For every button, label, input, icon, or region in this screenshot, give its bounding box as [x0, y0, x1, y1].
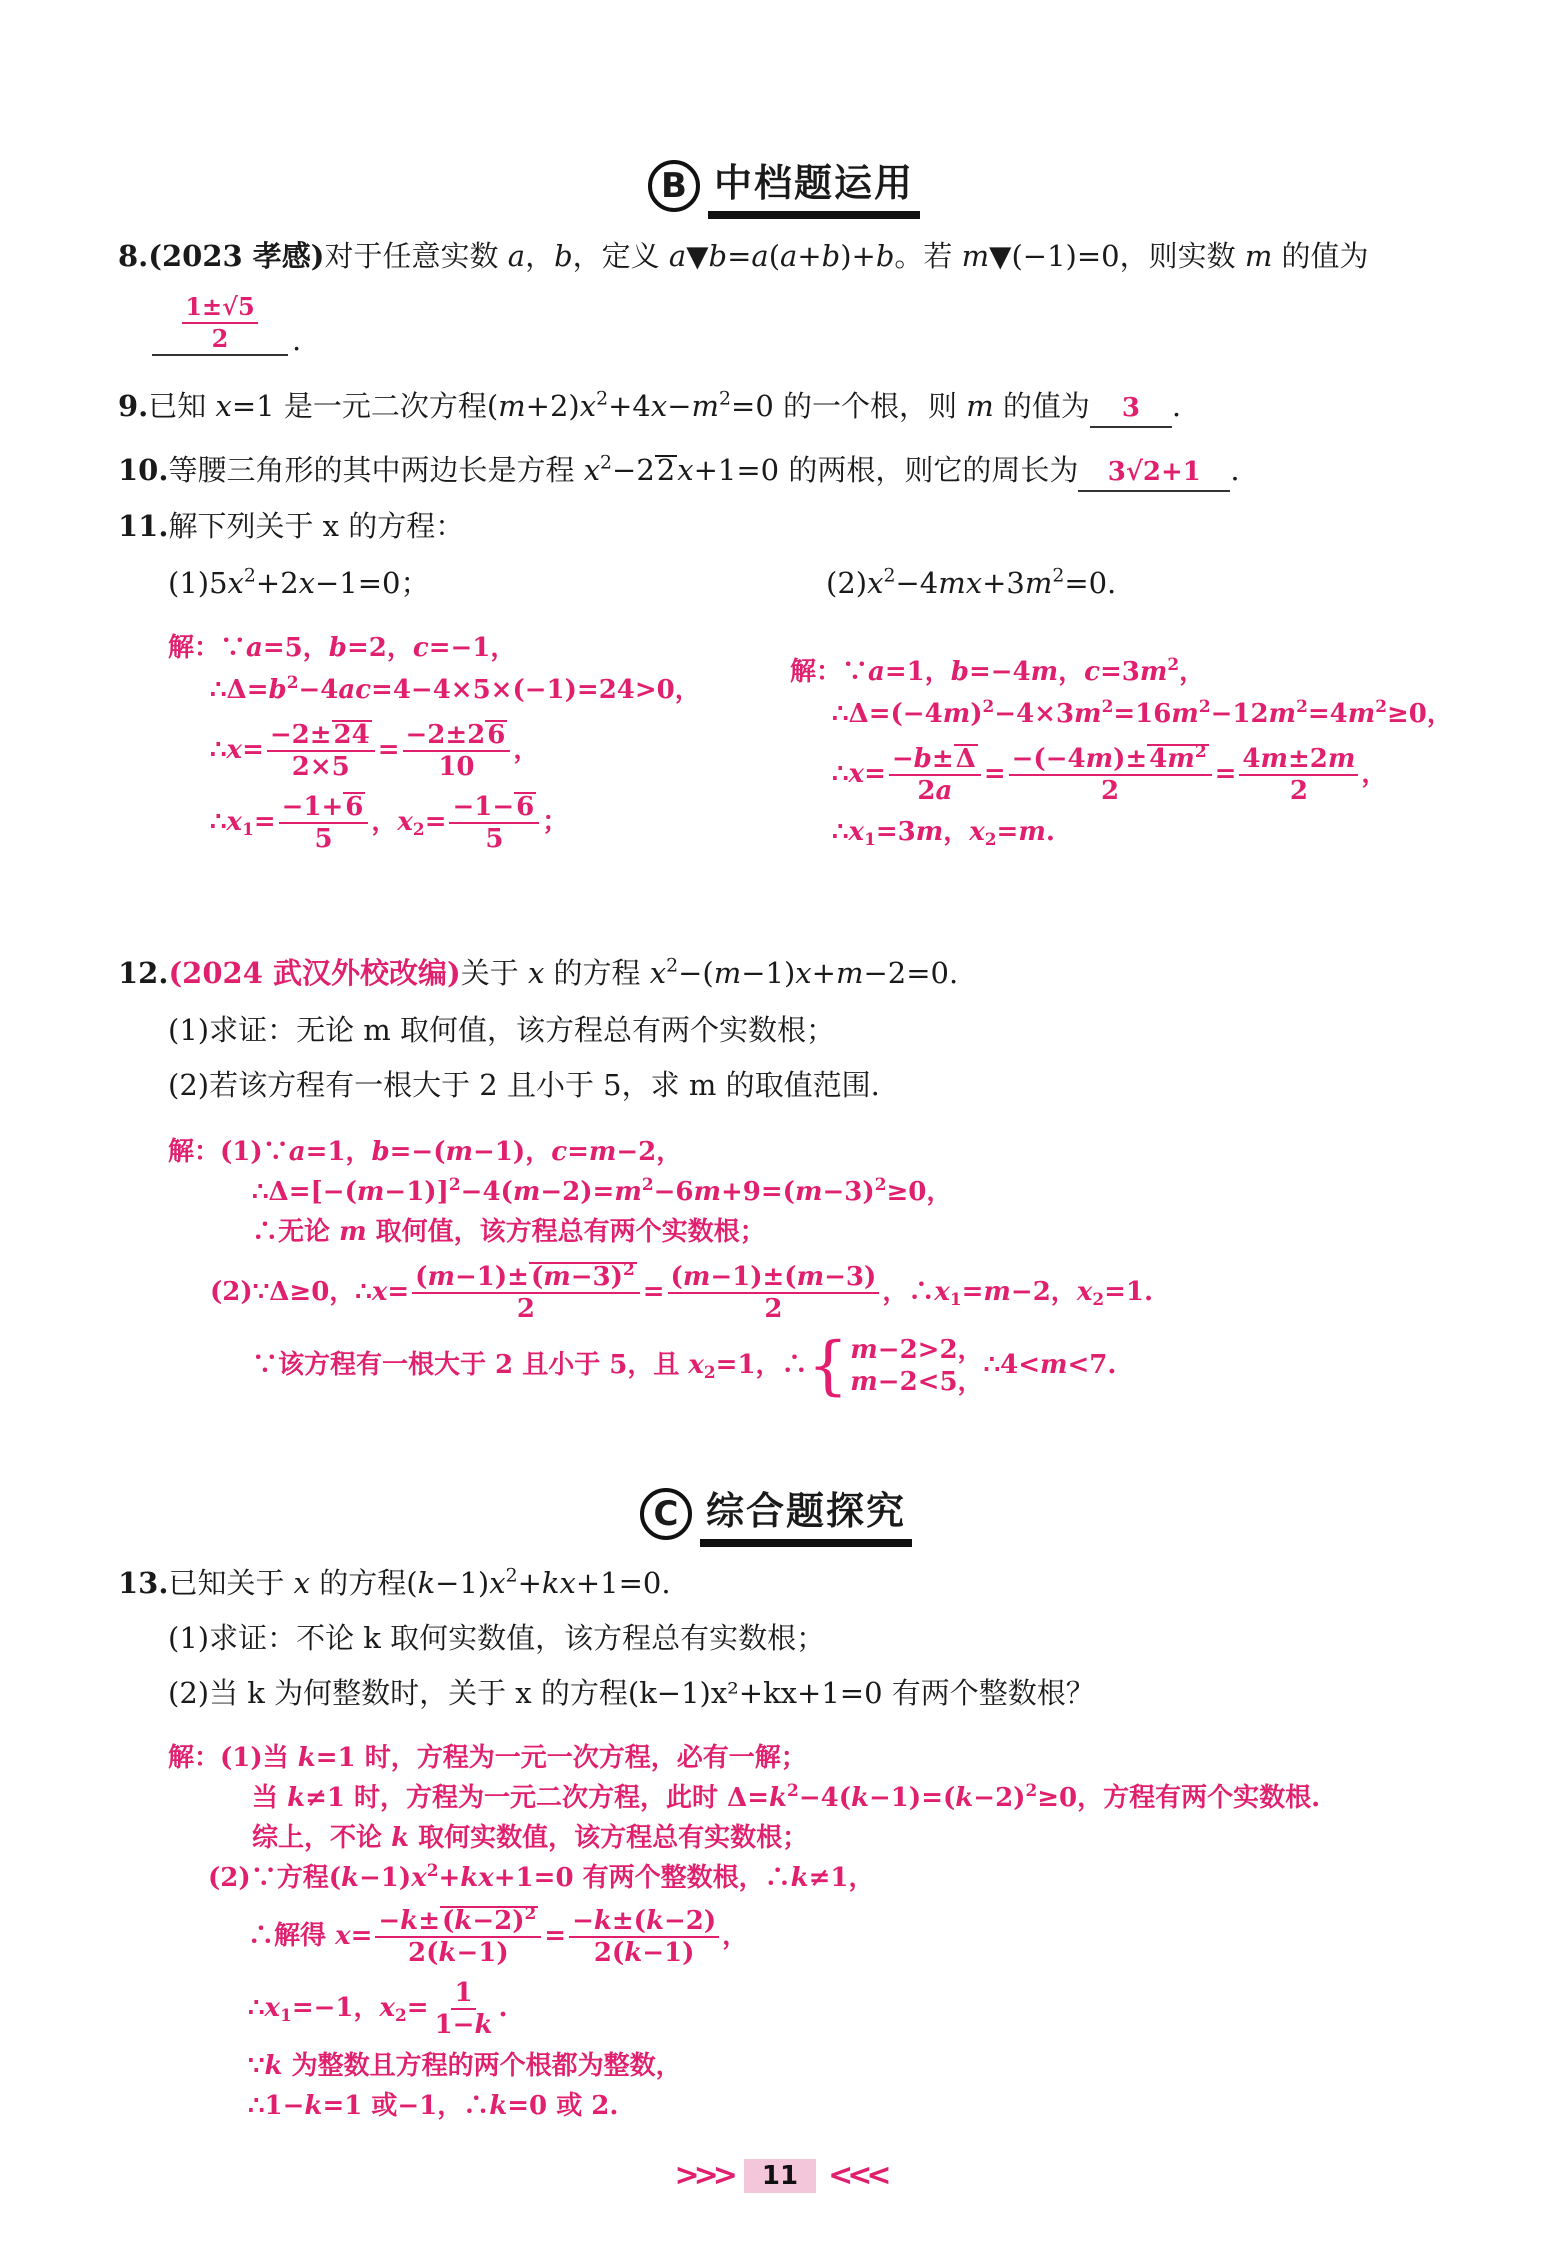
question-12: 12.(2024 武汉外校改编)关于 x 的方程 $x^2-(m-1)x+m-2=0$.	[118, 955, 959, 990]
section-c-title: 综合题探究	[700, 1480, 912, 1547]
section-c-heading	[640, 1480, 912, 1547]
question-13-part-1: (1)求证：不论 k 取何实数值，该方程总有实数根；	[168, 1621, 826, 1655]
section-b-title: 中档题运用	[708, 152, 920, 219]
question-9: 9.已知 x=1 是一元二次方程$(m+2)x^2+4x-m^2=0$ 的一个根，则 m 的值为 3 .	[118, 388, 1181, 428]
question-8-answer-numerator: 1±√5	[182, 292, 257, 324]
question-11: 11.解下列关于 x 的方程：	[118, 509, 465, 543]
page-footer	[0, 2158, 1560, 2193]
page-number: 11	[744, 2159, 816, 2193]
question-10: 10.等腰三角形的其中两边长是方程 $x^2-22x+1=0$ 的两根，则它的周长为 3√2+1 .	[118, 452, 1240, 492]
question-12-part-1: (1)求证：无论 m 取何值，该方程总有两个实数根；	[168, 1013, 836, 1047]
question-12-part-2: (2)若该方程有一根大于 2 且小于 5，求 m 的取值范围.	[168, 1068, 880, 1102]
q13-solution: 解：(1)当 k=1 时，方程为一元一次方程，必有一解； 当 k≠1 时，方程为一元二次方程，此时 $\Delta=k^2-4(k-1)=(k-2)^2\ge 0$，方程有两个实数根. 综上，不论 k 取何实数值，该方程总有实数根； (2)∵方程$(k-1)x^2+kx+1=0$ 有两个整数根，∴k≠1， ∴解得 x= $\frac{-k\pm(k-2)^2}{2(k-1)}$ = $\frac{-k\pm(k-2)}{2(k-1)}$ ， $\therefore x_1=-1$，$x_2=$ $\frac{1}{1-k}$ . ∵k 为整数且方程的两个根都为整数， ∴1−k=1 或−1，∴k=0 或 2.	[168, 1743, 1321, 2121]
question-10-answer: 3√2+1	[1078, 454, 1230, 492]
question-8-number: 8.	[118, 239, 149, 273]
section-c-badge: C	[640, 1488, 692, 1540]
question-11-part-2: $(2)x^2-4mx+3m^2=0$.	[826, 565, 1117, 600]
question-8-answer	[152, 292, 288, 356]
question-8-answer-denominator: 2	[211, 324, 229, 353]
q11-solution-2: 解：∵a=1，b=−4m，$c=3m^2$， $\therefore\Delta=(-4m)^2-4\times 3m^2=16m^2-12m^2=4m^2\ge 0$， ∴x= $\frac{-b\pm\Delta}{2a}$ = $\frac{-(-4m)\pm 4m^2}{2}$ = $\frac{4m\pm 2m}{2}$ ， $\therefore x_1=3m$，$x_2=m$.	[790, 653, 1453, 850]
q11-solution-1: 解：∵a=5，b=2，c=−1， $\therefore\Delta=b^2-4ac=4-4\times 5\times(-1)=24>0$， ∴x= $\frac{-2\pm 24}{2\times 5}$ = $\frac{-2\pm 26}{10}$ ， $\therefore x_1=$ $\frac{-1+6}{5}$ ，$x_2=$ $\frac{-1-6}{5}$ ；	[168, 633, 701, 854]
q12-solution: 解：(1)∵a=1，b=−(m−1)，c=m−2， $\therefore\Delta=[-(m-1)]^2-4(m-2)=m^2-6m+9=(m-3)^2\ge 0$， ∴无论 m 取何值，该方程总有两个实数根； (2)∵Δ≥0，∴x= $\frac{(m-1)\pm(m-3)^2}{2}$ = $\frac{(m-1)\pm(m-3)}{2}$ ，$\therefore x_1=m-2$，$x_2=1$. ∵该方程有一根大于 2 且小于 5，且 $x_2=1$，∴ { m−2>2， m−2<5， ∴4<m<7.	[168, 1137, 1154, 1403]
section-b-heading	[648, 152, 920, 219]
section-b-badge: B	[648, 160, 700, 212]
question-8-source: (2023 孝感)	[148, 239, 325, 273]
question-9-answer: 3	[1090, 390, 1172, 428]
question-13: 13.已知关于 x 的方程$(k-1)x^2+kx+1=0$.	[118, 1565, 671, 1600]
left-arrows-icon: <<<	[828, 2158, 886, 2193]
right-arrows-icon: >>>	[674, 2158, 732, 2193]
question-11-part-1: $(1)5x^2+2x-1=0$；	[168, 565, 430, 600]
question-8: 8.(2023 孝感)对于任意实数 a，b，定义 a▼b=a(a+b)+b。若 m▼(−1)=0，则实数 m 的值为	[118, 239, 1369, 273]
question-12-source: (2024 武汉外校改编)	[168, 956, 461, 990]
question-13-part-2: (2)当 k 为何整数时，关于 x 的方程(k−1)x²+kx+1=0 有两个整数根？	[168, 1676, 1095, 1710]
